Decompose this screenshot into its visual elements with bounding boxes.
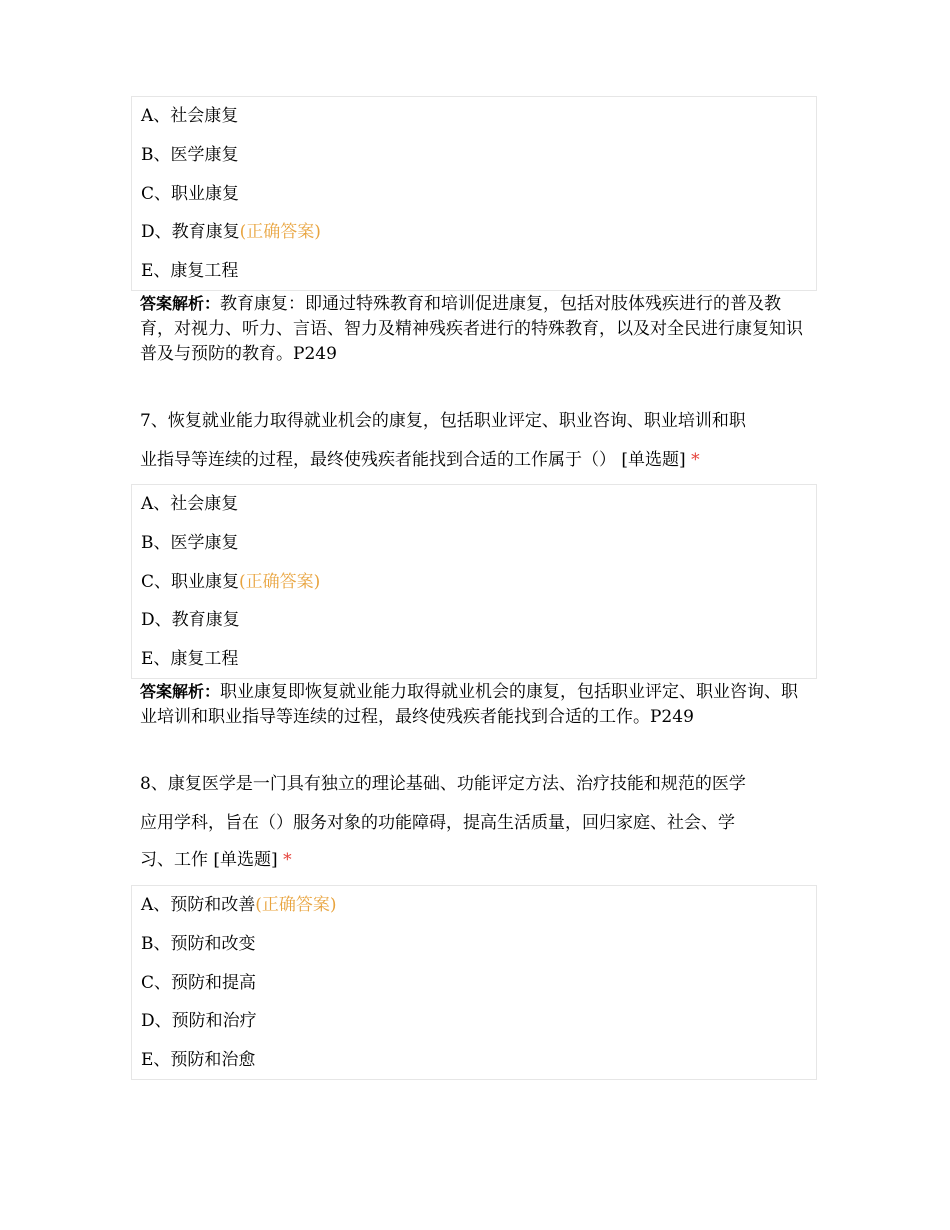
q6-option-b[interactable]	[141, 144, 239, 166]
option-text: E、预防和治愈	[141, 1050, 256, 1070]
option-text: A、预防和改善	[141, 895, 256, 915]
question-text: 业指导等连续的过程，最终使残疾者能找到合适的工作属于（） [单选题]	[140, 450, 686, 470]
q6-option-d[interactable]	[141, 221, 321, 243]
q8-option-d[interactable]	[141, 1010, 257, 1032]
option-text: B、医学康复	[141, 533, 239, 553]
q7-option-c[interactable]	[141, 571, 320, 593]
q6-option-a[interactable]	[141, 105, 238, 127]
q6-options-box	[131, 96, 817, 291]
explanation-text: 职业康复即恢复就业能力取得就业机会的康复，包括职业评定、职业咨询、职业培训和职业指导等连续的过程，最终使残疾者能找到合适的工作。P249	[140, 682, 799, 727]
required-mark: *	[283, 850, 292, 870]
q8-text-line-1: 8、康复医学是一门具有独立的理论基础、功能评定方法、治疗技能和规范的医学	[140, 774, 746, 794]
q8-options-box	[131, 885, 817, 1080]
option-text: D、教育康复	[141, 222, 240, 242]
q6-option-e[interactable]	[141, 260, 238, 282]
correct-answer-tag: (正确答案)	[239, 572, 321, 592]
q8-text-line-2: 应用学科，旨在（）服务对象的功能障碍，提高生活质量，回归家庭、社会、学	[140, 813, 735, 833]
q8-option-b[interactable]	[141, 933, 256, 955]
option-text: B、预防和改变	[141, 934, 256, 954]
option-text: D、预防和治疗	[141, 1011, 257, 1031]
option-text: A、社会康复	[141, 106, 239, 126]
q8-text-line-3	[140, 849, 292, 871]
q8-option-c[interactable]	[141, 972, 256, 994]
option-text: C、职业康复	[141, 184, 240, 204]
option-text: A、社会康复	[141, 494, 239, 514]
q6-explanation	[140, 291, 812, 367]
explanation-label: 答案解析：	[140, 294, 221, 313]
q7-option-d[interactable]	[141, 609, 240, 631]
option-text: C、职业康复	[141, 572, 240, 592]
option-text: D、教育康复	[141, 610, 240, 630]
option-text: B、医学康复	[141, 145, 239, 165]
option-text: E、康复工程	[141, 261, 239, 281]
option-text: C、预防和提高	[141, 973, 257, 993]
q7-options-box	[131, 484, 817, 679]
q7-text-line-2	[140, 449, 700, 471]
explanation-text: 教育康复：即通过特殊教育和培训促进康复，包括对肢体残疾进行的普及教育，对视力、听力、言语、智力及精神残疾者进行的特殊教育，以及对全民进行康复知识普及与预防的教育。P249	[140, 294, 803, 364]
correct-answer-tag: (正确答案)	[255, 895, 337, 915]
q7-text-line-1: 7、恢复就业能力取得就业机会的康复，包括职业评定、职业咨询、职业培训和职	[140, 411, 746, 431]
explanation-label: 答案解析：	[140, 682, 221, 701]
q7-option-e[interactable]	[141, 648, 238, 670]
required-mark: *	[691, 450, 700, 470]
q7-option-b[interactable]	[141, 532, 239, 554]
q7-explanation	[140, 679, 812, 730]
q7-option-a[interactable]	[141, 493, 238, 515]
q6-option-c[interactable]	[141, 183, 239, 205]
question-text: 习、工作 [单选题]	[140, 850, 278, 870]
option-text: E、康复工程	[141, 649, 239, 669]
q8-option-e[interactable]	[141, 1049, 255, 1071]
q8-option-a[interactable]	[141, 894, 337, 916]
correct-answer-tag: (正确答案)	[239, 222, 321, 242]
